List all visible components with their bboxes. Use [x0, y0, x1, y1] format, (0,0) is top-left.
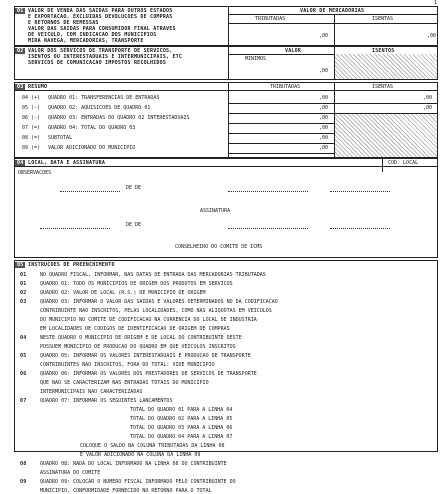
section-01-line-6: MIRA NAVEGA, MERCADORIAS, TRANSPORTE [28, 38, 144, 44]
section-03-row-label: QUADRO 01: TRANSFERENCIAS DE ENTRADAS [48, 95, 160, 101]
section-02-col-isentos: ISENTOS [372, 48, 395, 54]
instruction-item-code: 03 [20, 299, 27, 305]
instruction-item-text: EM LOCALIDADES DE CODIGOS DE IDENTIFICACAO DE ORIGEM DE COMPRAS [40, 326, 230, 332]
instruction-total-text: TOTAL DO QUADRO 03 PARA A LINHA 06 [130, 425, 233, 431]
instruction-item-text: POSSUEM MUNICIPIO DE PRODUCAO DO QUADRO EM QUE VEICULOS INSCRITOS [40, 344, 236, 350]
section-03-title: RESUMO [28, 84, 48, 90]
instruction-item-text: INTERMUNICIPAIS NAO CARACTERIZADAS [40, 389, 143, 395]
section-01-line-4: VALOR DAS SAIDAS PARA CONSUMIDOR FINAL ATRAVES [28, 26, 176, 32]
section-05-title: INSTRUCOES DE PREENCHIMENTO [28, 262, 115, 268]
section-03-row-value-tributadas[interactable]: ,00 [318, 125, 328, 131]
instruction-total-text: TOTAL DO QUADRO 02 PARA A LINHA 05 [130, 416, 233, 422]
section-03-row-label: QUADRO 04: TOTAL DO QUADRO 03 [48, 125, 136, 131]
section-03-row-code: 06 (-) [22, 115, 41, 121]
section-04-cod-local: COD. LOCAL [388, 160, 419, 166]
instruction-item-text: CONTRIBUINTE NAO INSCRITOS, PELAS LOCALIDADES, COMO NAS ALIQUOTAS EM VEICULOS [40, 308, 272, 314]
instruction-item-text: QUE NAO SE CARACTERIZAM NAS ENTRADAS TOTAIS DO MUNICIPIO [40, 380, 209, 386]
section-03-row-label: QUADRO 02: AQUISICOES DE QUADRO 01 [48, 105, 151, 111]
section-03-row-value-tributadas[interactable]: ,00 [318, 135, 328, 141]
instruction-item-text: QUADRO 05: INFORMAR OS VALORES INTERESTADUAIS E PRODUCAO DE TRANSPORTE [40, 353, 251, 359]
section-03-row-code: 08 (=) [22, 135, 41, 141]
section-01-value-1[interactable]: ,00 [318, 33, 328, 39]
section-01-line-2: E EXPORTACAO, EXCLUIDAS DEVOLUCOES DE COMPRAS [28, 14, 173, 20]
instruction-item-text: QUADRO 03: INFORMAR O VALOR DAS SAIDAS E VALORES DETERMINADOS NO DA CODIFICACAO [40, 299, 278, 305]
section-04-title: LOCAL, DATA E ASSINATURA [28, 160, 106, 166]
section-01-col-isentas: ISENTAS [372, 16, 394, 22]
section-04-observacoes: OBSERVACOES [18, 170, 52, 176]
instruction-item-code: 06 [20, 371, 27, 377]
section-04-date-line-2: DE DE [126, 222, 142, 228]
section-02-line-3: SERVICOS DE COMUNICACAO IMPOSTOS RECOLHIDOS [28, 60, 167, 66]
section-01-value-2[interactable]: ,00 [426, 33, 436, 39]
section-03-row-code: 04 (+) [22, 95, 41, 101]
section-01-line-3: E RETORNOS DE REMESSAS [28, 20, 99, 26]
section-03-row-label: SUBTOTAL [48, 135, 73, 141]
section-03-row-code: 09 (=) [22, 145, 41, 151]
section-04-footer: CONSELHEIRO DO COMITE DE ICMS [175, 244, 263, 250]
section-02-number: 02 [17, 48, 24, 54]
section-02-line-1: VALOR DOS SERVICOS DE TRANSPORTE DE SERVICOS, [28, 48, 173, 54]
section-01-head-title: VALOR DE MERCADORIAS [300, 8, 365, 14]
instruction-total-text: TOTAL DO QUADRO 01 PARA A LINHA 04 [130, 407, 233, 413]
instruction-item-text: CONTRIBUINTES NAO INSCRITOS, FORA DO TOTAL: VIDE MUNICIPIO [40, 362, 215, 368]
instruction-item-code: 04 [20, 335, 27, 341]
section-04-number: 04 [17, 160, 24, 166]
section-03-row-value-tributadas[interactable]: ,00 [318, 115, 328, 121]
instruction-total-text: TOTAL DO QUADRO 04 PARA A LINHA 07 [130, 434, 233, 440]
section-03-col-isentas: ISENTAS [372, 84, 394, 90]
section-03-row-value-isentas[interactable]: ,00 [422, 95, 432, 101]
instruction-note-text: E VALOR ADICIONADO NA COLUNA DA LINHA 09 [80, 452, 201, 458]
instruction-item-text: QUADRO 02: VALOR DE LOCAL (R.S.) DE MUNICIPIO DE ORIGEM [40, 290, 206, 296]
section-02-col-minimos: MINIMOS [245, 56, 267, 62]
section-02-value-1[interactable]: ,00 [318, 68, 328, 74]
instruction-item-text: QUADRO 06: INFORMAR OS VALORES DOS PRESTADORES DE SERVICOS DE TRANSPORTE [40, 371, 257, 377]
section-03-row-label: VALOR ADICIONADO DO MUNICIPIO [48, 145, 136, 151]
instruction-item-code: 07 [20, 398, 27, 404]
section-01-col-tributadas: TRIBUTADAS [255, 16, 286, 22]
instruction-item-text: NESTE QUADRO O MUNICIPIO DE ORIGEM E DE LOCAL DO CONTRIBUINTE DESTE [40, 335, 242, 341]
section-01-number: 01 [17, 8, 24, 14]
section-02-line-2: ISENTOS OU INTERESTADUAIS E INTERMUNICIPAIS, ETC [28, 54, 183, 60]
section-03-row-divider [228, 103, 438, 104]
section-03-row-value-tributadas[interactable]: ,00 [318, 145, 328, 151]
section-03-row-label: QUADRO 03: ENTRADAS DO QUADRO 02 INTERESTADUAIS [48, 115, 190, 121]
section-04-date-line-1: DE DE [126, 185, 142, 191]
section-03-number: 03 [17, 84, 24, 90]
instruction-tail-text: ASSINATURA DO COMITE [40, 470, 101, 476]
instruction-tail-code: 08 [20, 461, 27, 467]
page-number: 1 [433, 0, 437, 6]
section-02-head-title: VALOR [285, 48, 302, 54]
instruction-note-text: COLOQUE O SALDO NA COLUNA TRIBUTADAS DA LINHA 08 [80, 443, 225, 449]
section-03-row-value-isentas[interactable]: ,00 [422, 105, 432, 111]
section-02-hatched-area [335, 54, 437, 79]
section-01-line-1: VALOR DE VENDA DAS SAIDAS PARA OUTROS ESTADOS [28, 8, 173, 14]
section-05-number: 05 [17, 262, 24, 268]
instruction-item-text: NO QUADRO FISCAL, INFORMAR, NAS DATAS DE ENTRADA DAS MERCADORIAS TRIBUTADAS [40, 272, 266, 278]
section-04-assinatura: ASSINATURA [200, 208, 231, 214]
instruction-item-code: 02 [20, 290, 27, 296]
section-03-row-value-tributadas[interactable]: ,00 [318, 95, 328, 101]
instruction-item-code: 05 [20, 353, 27, 359]
instruction-item-text: QUADRO 07: INFORMAR OS SEGUINTES LANCAMENTOS [40, 398, 173, 404]
instruction-tail-text: QUADRO 09: COLOCAR O NUMERO FISCAL INFORMADO PELO CONTRIBUINTE DO [40, 479, 236, 485]
section-01-line-5: DE VEICULO, COM INDICACAO DOS MUNICIPIOS [28, 32, 157, 38]
instruction-item-code: 01 [20, 272, 27, 278]
section-03-row-code: 05 (-) [22, 105, 41, 111]
section-03-row-code: 07 (=) [22, 125, 41, 131]
instruction-item-code: 01 [20, 281, 27, 287]
section-03-hatched-area [335, 114, 437, 157]
instruction-tail-text: QUADRO 08: NADA DO LOCAL INFORMADO NA LINHA 08 DO CONTRIBUINTE [40, 461, 227, 467]
instruction-tail-text: MUNICIPIO, CONFORMIDADE FORNECIDO NO RETORNO PARA O TOTAL [40, 488, 212, 494]
section-03-col-tributadas: TRIBUTADAS [270, 84, 301, 90]
section-03-row-value-tributadas[interactable]: ,00 [318, 105, 328, 111]
instruction-item-text: DO MUNICIPIO NO COMITE DE CODIFICACAO NA CORRENCIA DO LOCAL DE INDUSTRIA [40, 317, 257, 323]
instruction-item-text: QUADRO 01: TODO OS MUNICIPIOS DE ORIGEM DOS PRODUTOS EM SERVICOS [40, 281, 233, 287]
instruction-tail-code: 09 [20, 479, 27, 485]
